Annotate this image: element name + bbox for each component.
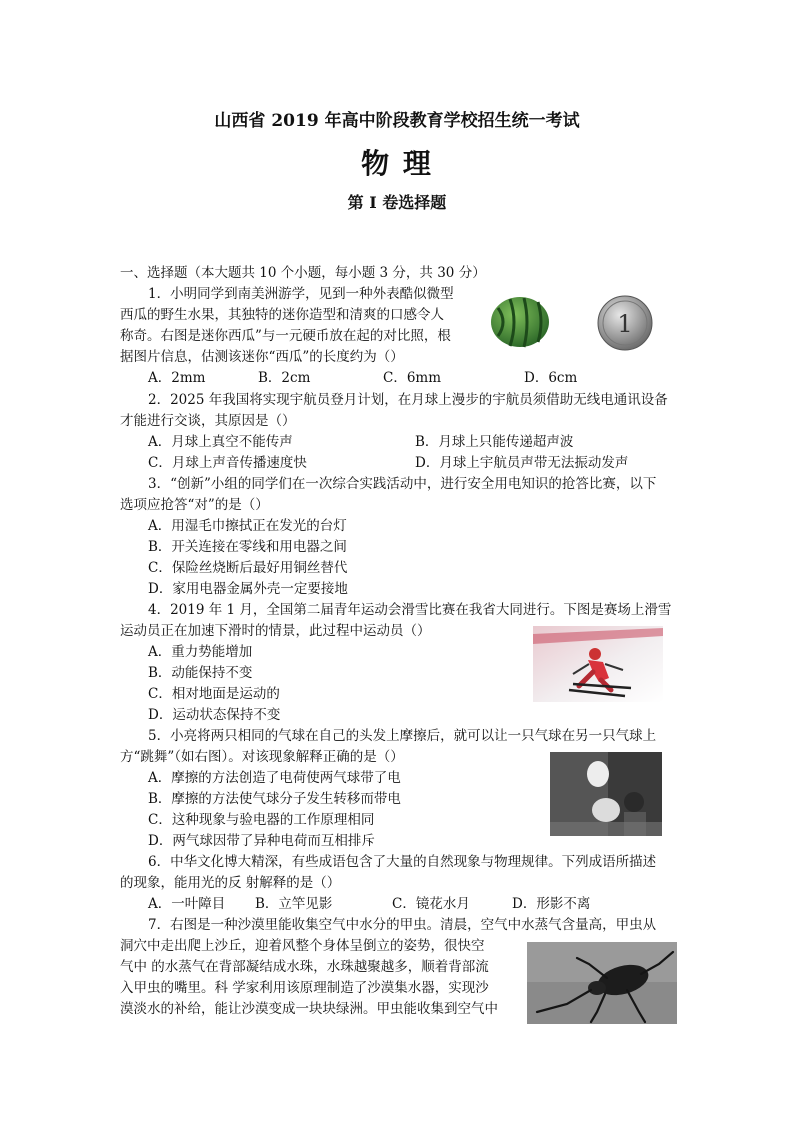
volume-title: 第 I 卷选择题: [347, 193, 447, 212]
q7-line-5: 漠淡水的补给，能让沙漠变成一块块绿洲。甲虫能收集到空气中: [120, 1001, 498, 1017]
one-yuan-coin-image: [596, 294, 654, 352]
q5-option-d: D．两气球因带了异种电荷而互相排斥: [148, 833, 375, 849]
q3-option-a: A．用湿毛巾擦拭正在发光的台灯: [148, 518, 347, 534]
q2-line-2: 才能进行交谈，其原因是（）: [120, 413, 296, 429]
q5-option-b: B．摩擦的方法使气球分子发生转移而带电: [148, 791, 401, 807]
q6-option-b: B．立竿见影: [255, 896, 333, 912]
q2-option-b: B．月球上只能传递超声波: [415, 434, 574, 450]
mini-watermelon-image: [488, 294, 552, 350]
q4-option-c: C．相对地面是运动的: [148, 686, 280, 702]
q5-option-c: C．这种现象与验电器的工作原理相同: [148, 812, 375, 828]
q1-line-3: 称奇。右图是迷你西瓜”与一元硬币放在起的对比照，根: [120, 328, 451, 344]
q1-line-4: 据图片信息，估测该迷你“西瓜”的长度约为（）: [120, 349, 404, 365]
subject-title: 物 理: [361, 147, 433, 180]
q1-line-1: 1．小明同学到南美洲游学，见到一种外表酷似微型: [148, 286, 454, 302]
q4-option-d: D．运动状态保持不变: [148, 707, 281, 723]
q6-option-d: D．形影不离: [512, 896, 591, 912]
q3-option-b: B．开关连接在零线和用电器之间: [148, 539, 347, 555]
q2-option-d: D．月球上宇航员声带无法振动发声: [415, 455, 629, 471]
q7-line-4: 入甲虫的嘴里。科 学家利用该原理制造了沙漠集水器，实现沙: [120, 980, 489, 996]
desert-beetle-photo: [527, 942, 677, 1024]
q2-option-c: C．月球上声音传播速度快: [148, 455, 307, 471]
q1-option-c: C．6mm: [383, 370, 442, 386]
q7-line-3: 气中 的水蒸气在背部凝结成水珠，水珠越聚越多，顺着背部流: [120, 959, 489, 975]
balloons-photo: [550, 752, 662, 836]
skier-image: [533, 626, 663, 702]
q6-option-a: A．一叶障目: [148, 896, 226, 912]
q3-line-2: 选项应抢答“对”的是（）: [120, 497, 269, 513]
q4-line-1: 4．2019 年 1 月，全国第二届青年运动会滑雪比赛在我省大同进行。下图是赛场上滑雪: [148, 602, 672, 618]
section-heading: 一、选择题（本大题共 10 个小题，每小题 3 分，共 30 分）: [120, 265, 486, 281]
q6-line-2: 的现象，能用光的反 射解释的是（）: [120, 875, 341, 891]
q1-line-2: 西瓜的野生水果，其独特的迷你造型和清爽的口感令人: [120, 307, 444, 323]
q1-option-a: A．2mm: [148, 370, 206, 386]
exam-title: 山西省 2019 年高中阶段教育学校招生统一考试: [214, 111, 580, 131]
q2-line-1: 2．2025 年我国将实现宇航员登月计划，在月球上漫步的宇航员须借助无线电通讯设备: [148, 392, 668, 408]
q6-option-c: C．镜花水月: [392, 896, 470, 912]
q6-line-1: 6．中华文化博大精深，有些成语包含了大量的自然现象与物理规律。下列成语所描述: [148, 854, 657, 870]
q4-option-b: B．动能保持不变: [148, 665, 253, 681]
q5-option-a: A．摩擦的方法创造了电荷使两气球带了电: [148, 770, 401, 786]
q4-option-a: A．重力势能增加: [148, 644, 253, 660]
q3-option-c: C．保险丝烧断后最好用铜丝替代: [148, 560, 348, 576]
coin-digit: 1: [617, 310, 633, 338]
q5-line-1: 5．小亮将两只相同的气球在自己的头发上摩擦后，就可以让一只气球在另一只气球上: [148, 728, 657, 744]
q5-line-2: 方“跳舞”（如右图）。对该现象解释正确的是（）: [120, 749, 404, 765]
q1-option-d: D．6cm: [524, 370, 578, 386]
q7-line-1: 7．右图是一种沙漠里能收集空气中水分的甲虫。清晨，空气中水蒸气含量高，甲虫从: [148, 917, 657, 933]
q1-option-b: B．2cm: [258, 370, 311, 386]
q3-option-d: D．家用电器金属外壳一定要接地: [148, 581, 348, 597]
q3-line-1: 3．“创新”小组的同学们在一次综合实践活动中，进行安全用电知识的抢答比赛，以下: [148, 476, 657, 492]
q4-line-2: 运动员正在加速下滑时的情景，此过程中运动员（）: [120, 623, 431, 639]
q2-option-a: A．月球上真空不能传声: [148, 434, 293, 450]
q7-line-2: 洞穴中走出爬上沙丘，迎着风整个身体呈倒立的姿势，很快空: [120, 938, 485, 954]
